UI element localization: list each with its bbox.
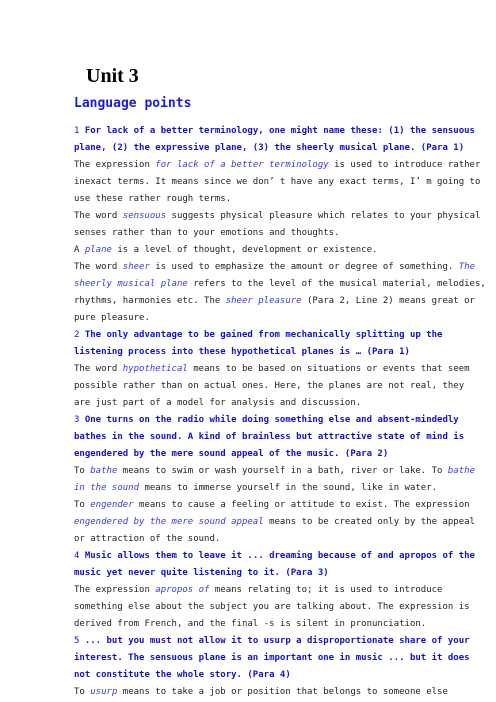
item-number: 5 xyxy=(74,636,85,646)
text-line xyxy=(74,276,486,293)
bold-text: listening process into these hypothetical planes is … (Para 1) xyxy=(74,347,410,357)
italic-term: apropos of xyxy=(155,585,210,595)
body-text: means to swim or wash yourself in a bath, river or lake. To xyxy=(117,466,448,476)
bold-text: One turns on the radio while doing something else and absent-mindedly xyxy=(84,415,459,425)
italic-term: bathe xyxy=(447,466,475,476)
body-text: inexact terms. It means since we don’ t have any exact terms, I’ m going to xyxy=(74,177,481,187)
text-line xyxy=(74,480,438,497)
text-line xyxy=(74,497,470,514)
body-text: is used to introduce rather xyxy=(328,160,481,170)
text-line xyxy=(74,259,475,276)
item-number: 1 xyxy=(74,126,85,136)
text-line xyxy=(74,293,475,310)
text-line xyxy=(74,650,470,667)
italic-term: The xyxy=(458,262,475,272)
italic-term: usurp xyxy=(90,687,118,697)
italic-term: hypothetical xyxy=(122,364,188,374)
text-line xyxy=(74,412,459,429)
body-text: are just part of a model for analysis and discussion. xyxy=(74,398,362,408)
text-line xyxy=(74,174,481,191)
text-line xyxy=(74,191,434,208)
body-text: A xyxy=(74,245,85,255)
text-line xyxy=(74,633,470,650)
body-text: (Para 2, Line 2) means great or xyxy=(301,296,475,306)
text-line xyxy=(74,667,434,684)
body-text: is a level of thought, development or existence. xyxy=(111,245,378,255)
text-line xyxy=(74,429,465,446)
body-text: pure pleasure. xyxy=(74,313,150,323)
italic-term: sheer pleasure xyxy=(225,296,302,306)
page-title: Unit 3 xyxy=(86,65,139,87)
text-line xyxy=(74,310,434,327)
body-text: something else about the subject you are talking about. The expression is xyxy=(74,602,470,612)
bold-text: Music allows them to leave it ... dreaming because of and apropos of the xyxy=(84,551,475,561)
italic-term: sensuous xyxy=(122,211,167,221)
bold-text: interest. The sensuous plane is an important one in music ... but it does xyxy=(74,653,470,663)
body-text: To xyxy=(74,500,91,510)
text-line xyxy=(74,548,475,565)
text-line xyxy=(74,208,481,225)
text-line xyxy=(74,395,434,412)
italic-term: engender xyxy=(90,500,134,510)
text-line xyxy=(74,378,465,395)
text-line xyxy=(74,361,470,378)
italic-term: plane xyxy=(84,245,112,255)
bold-text: plane, (2) the expressive plane, (3) the sheerly musical plane. (Para 1) xyxy=(74,143,465,153)
italic-term: engendered by the mere sound appeal xyxy=(74,517,264,527)
body-text: derived from French, and the final -s is silent in pronunciation. xyxy=(74,619,427,629)
italic-term: for lack of a better terminology xyxy=(155,160,329,170)
body-text: The expression xyxy=(74,160,156,170)
body-text: is used to emphasize the amount or degree of something. xyxy=(149,262,459,272)
text-line xyxy=(74,140,465,157)
body-text: rhythms, harmonies etc. The xyxy=(74,296,226,306)
body-text: To xyxy=(74,466,91,476)
text-line xyxy=(74,157,481,174)
text-line xyxy=(74,225,434,242)
text-line xyxy=(74,531,434,548)
body-text: means relating to; it is used to introduce xyxy=(209,585,443,595)
text-line xyxy=(74,446,434,463)
text-line xyxy=(74,327,443,344)
bold-text: For lack of a better terminology, one might name these: (1) the sensuous xyxy=(84,126,475,136)
text-line xyxy=(74,616,434,633)
body-text: To xyxy=(74,687,91,697)
body-text: means to cause a feeling or attitude to exist. The expression xyxy=(133,500,470,510)
text-line xyxy=(74,344,434,361)
body-text: means to be created only by the appeal xyxy=(263,517,475,527)
body-text: The word xyxy=(74,211,123,221)
body-text: suggests physical pleasure which relates to your physical xyxy=(166,211,481,221)
text-line xyxy=(74,242,434,259)
bold-text: engendered by the mere sound appeal of the music. (Para 2) xyxy=(74,449,389,459)
body-text: means to take a job or position that belongs to someone else xyxy=(117,687,448,697)
body-text: means to be based on situations or events that seem xyxy=(187,364,470,374)
italic-term: bathe xyxy=(90,466,118,476)
text-line xyxy=(74,599,470,616)
text-line xyxy=(74,514,475,531)
body-text: senses rather than to your emotions and thoughts. xyxy=(74,228,340,238)
body-text: possible rather than on actual ones. Here, the planes are not real, they xyxy=(74,381,465,391)
item-number: 3 xyxy=(74,415,85,425)
bold-text: music yet never quite listening to it. (Para 3) xyxy=(74,568,329,578)
text-line xyxy=(74,463,475,480)
item-number: 2 xyxy=(74,330,85,340)
body-text: The word xyxy=(74,262,123,272)
body-text: use these rather rough terms. xyxy=(74,194,232,204)
body-text: or attraction of the sound. xyxy=(74,534,221,544)
body-text: The word xyxy=(74,364,123,374)
bold-text: The only advantage to be gained from mechanically splitting up the xyxy=(84,330,443,340)
item-number: 4 xyxy=(74,551,85,561)
text-line xyxy=(74,565,434,582)
document-body xyxy=(74,123,486,701)
body-text: The expression xyxy=(74,585,156,595)
text-line xyxy=(74,582,443,599)
italic-term: sheerly musical plane xyxy=(74,279,188,289)
section-heading: Language points xyxy=(74,96,192,111)
bold-text: not constitute the whole story. (Para 4) xyxy=(74,670,291,680)
text-line xyxy=(74,684,448,701)
italic-term: in the sound xyxy=(74,483,140,493)
body-text: refers to the level of the musical material, melodies, xyxy=(187,279,486,289)
body-text: means to immerse yourself in the sound, like in water. xyxy=(139,483,438,493)
italic-term: sheer xyxy=(122,262,150,272)
bold-text: ... but you must not allow it to usurp a disproportionate share of your xyxy=(84,636,470,646)
text-line xyxy=(74,123,475,140)
bold-text: bathes in the sound. A kind of brainless but attractive state of mind is xyxy=(74,432,465,442)
